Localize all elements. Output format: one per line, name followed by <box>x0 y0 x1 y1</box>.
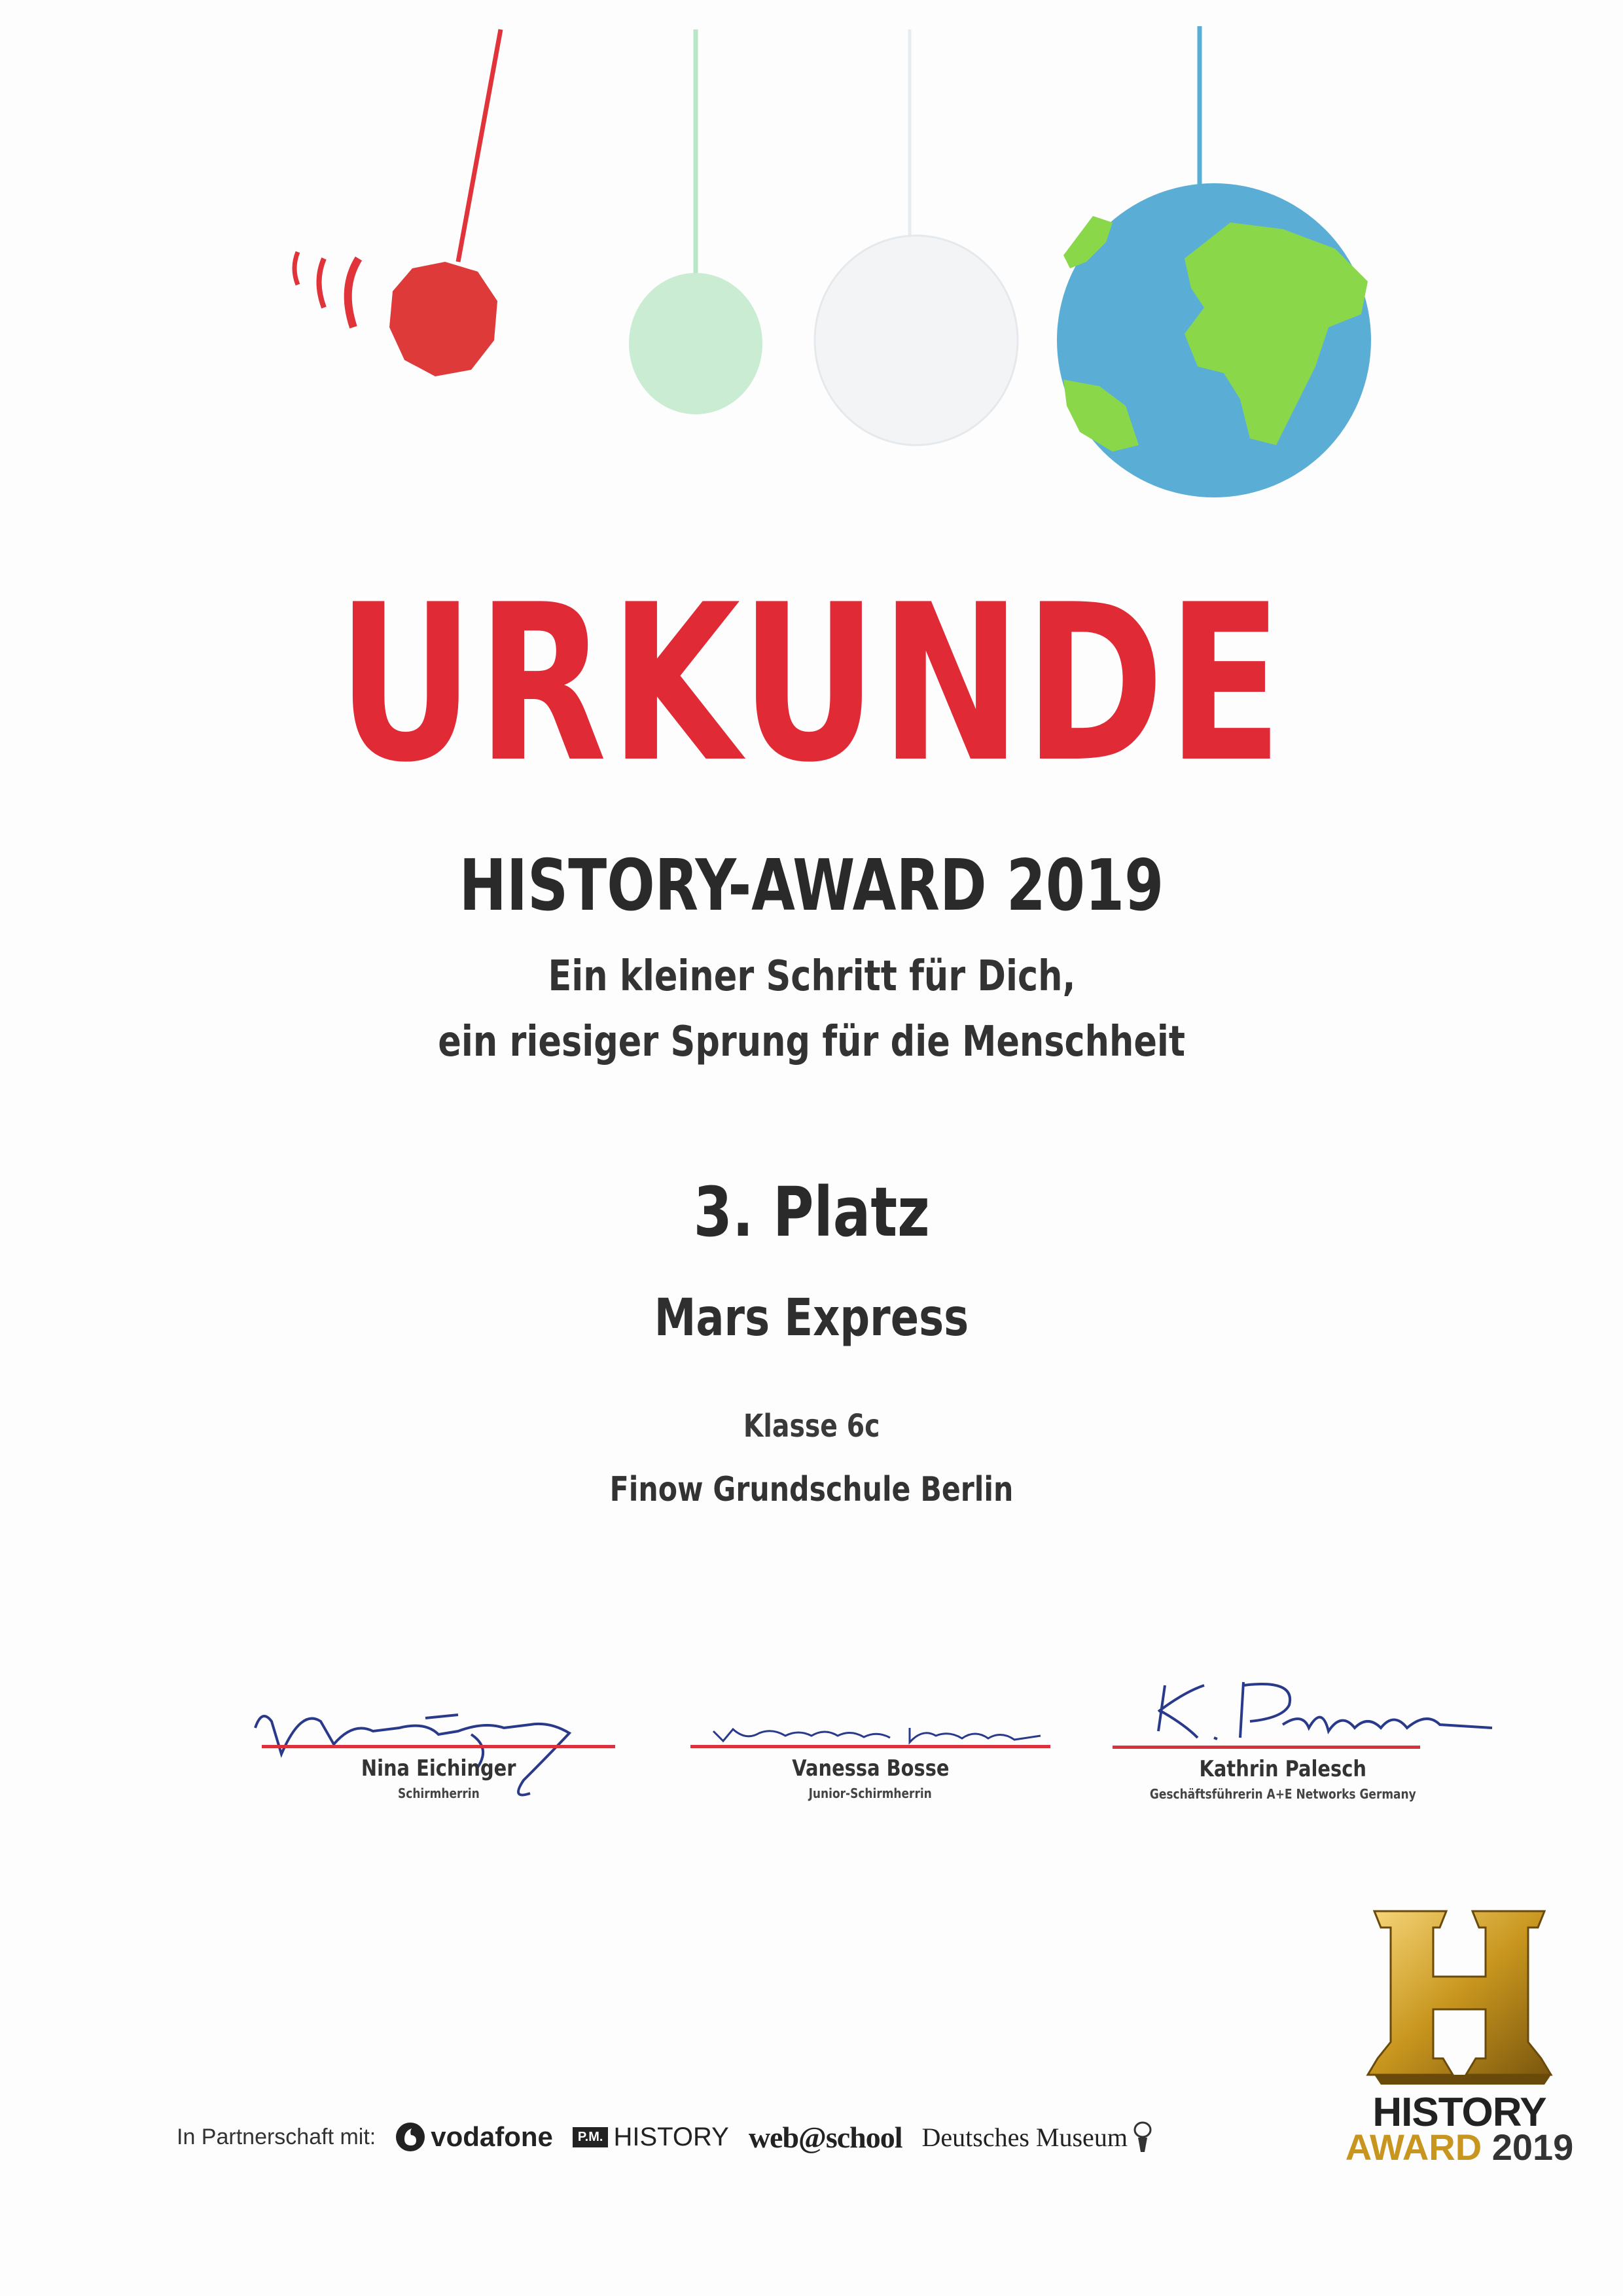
signature-line <box>1113 1746 1420 1749</box>
signature-palesch <box>1086 1666 1531 1757</box>
swing-mark-3 <box>348 259 359 327</box>
pm-box: P.M. <box>573 2127 609 2147</box>
pm-history-logo <box>573 2123 729 2152</box>
webschool-logo: web@school <box>748 2120 902 2154</box>
signature-line <box>690 1745 1050 1748</box>
signer-name: Kathrin Palesch <box>1199 1756 1366 1782</box>
placement: 3. Platz <box>693 1172 930 1252</box>
deutsches-museum-text: Deutsches Museum <box>921 2122 1128 2152</box>
white-planet <box>815 236 1018 445</box>
deutsches-museum-logo <box>922 2121 1152 2153</box>
red-planet <box>389 262 497 376</box>
project-name: Mars Express <box>654 1289 969 1348</box>
signature-line <box>262 1745 615 1748</box>
history-word: HISTORY <box>1372 2090 1546 2135</box>
vodafone-text: vodafone <box>431 2121 553 2152</box>
vodafone-icon <box>395 2122 425 2152</box>
history-h-icon <box>1335 1898 1584 2088</box>
slogan-line-1: Ein kleiner Schritt für Dich, <box>548 952 1075 1001</box>
green-planet <box>629 273 762 414</box>
signer-name: Nina Eichinger <box>361 1755 516 1782</box>
award-year: AWARD 2019 <box>1345 2126 1574 2168</box>
pm-history-text: HISTORY <box>613 2122 729 2151</box>
award-name: HISTORY-AWARD 2019 <box>459 845 1164 927</box>
signer-name: Vanessa Bosse <box>791 1755 950 1782</box>
signer-role: Schirmherrin <box>397 1785 480 1801</box>
museum-owl-icon <box>1133 2121 1152 2153</box>
signer-role: Junior-Schirmherrin <box>808 1785 933 1801</box>
swing-mark-2 <box>319 259 325 308</box>
signature-block-eichinger <box>242 1682 635 1833</box>
slogan-line-2: ein riesiger Sprung für die Menschheit <box>438 1018 1185 1066</box>
signer-role: Geschäftsführerin A+E Networks Germany <box>1149 1786 1416 1802</box>
school-name: Finow Grundschule Berlin <box>609 1470 1014 1509</box>
certificate-title: URKUNDE <box>337 558 1286 810</box>
partners-label: In Partnerschaft mit: <box>177 2124 376 2149</box>
signature-bosse <box>674 1682 1067 1761</box>
signature-block-palesch <box>1086 1666 1479 1836</box>
red-planet-string <box>458 29 501 262</box>
swing-mark-1 <box>294 252 298 285</box>
partner-logos <box>177 2114 1152 2160</box>
class-name: Klasse 6c <box>743 1408 880 1444</box>
history-award-logo <box>1335 1898 1584 2168</box>
planets-illustration <box>0 0 1623 537</box>
vodafone-logo <box>395 2121 553 2153</box>
signature-block-bosse <box>674 1682 1067 1833</box>
